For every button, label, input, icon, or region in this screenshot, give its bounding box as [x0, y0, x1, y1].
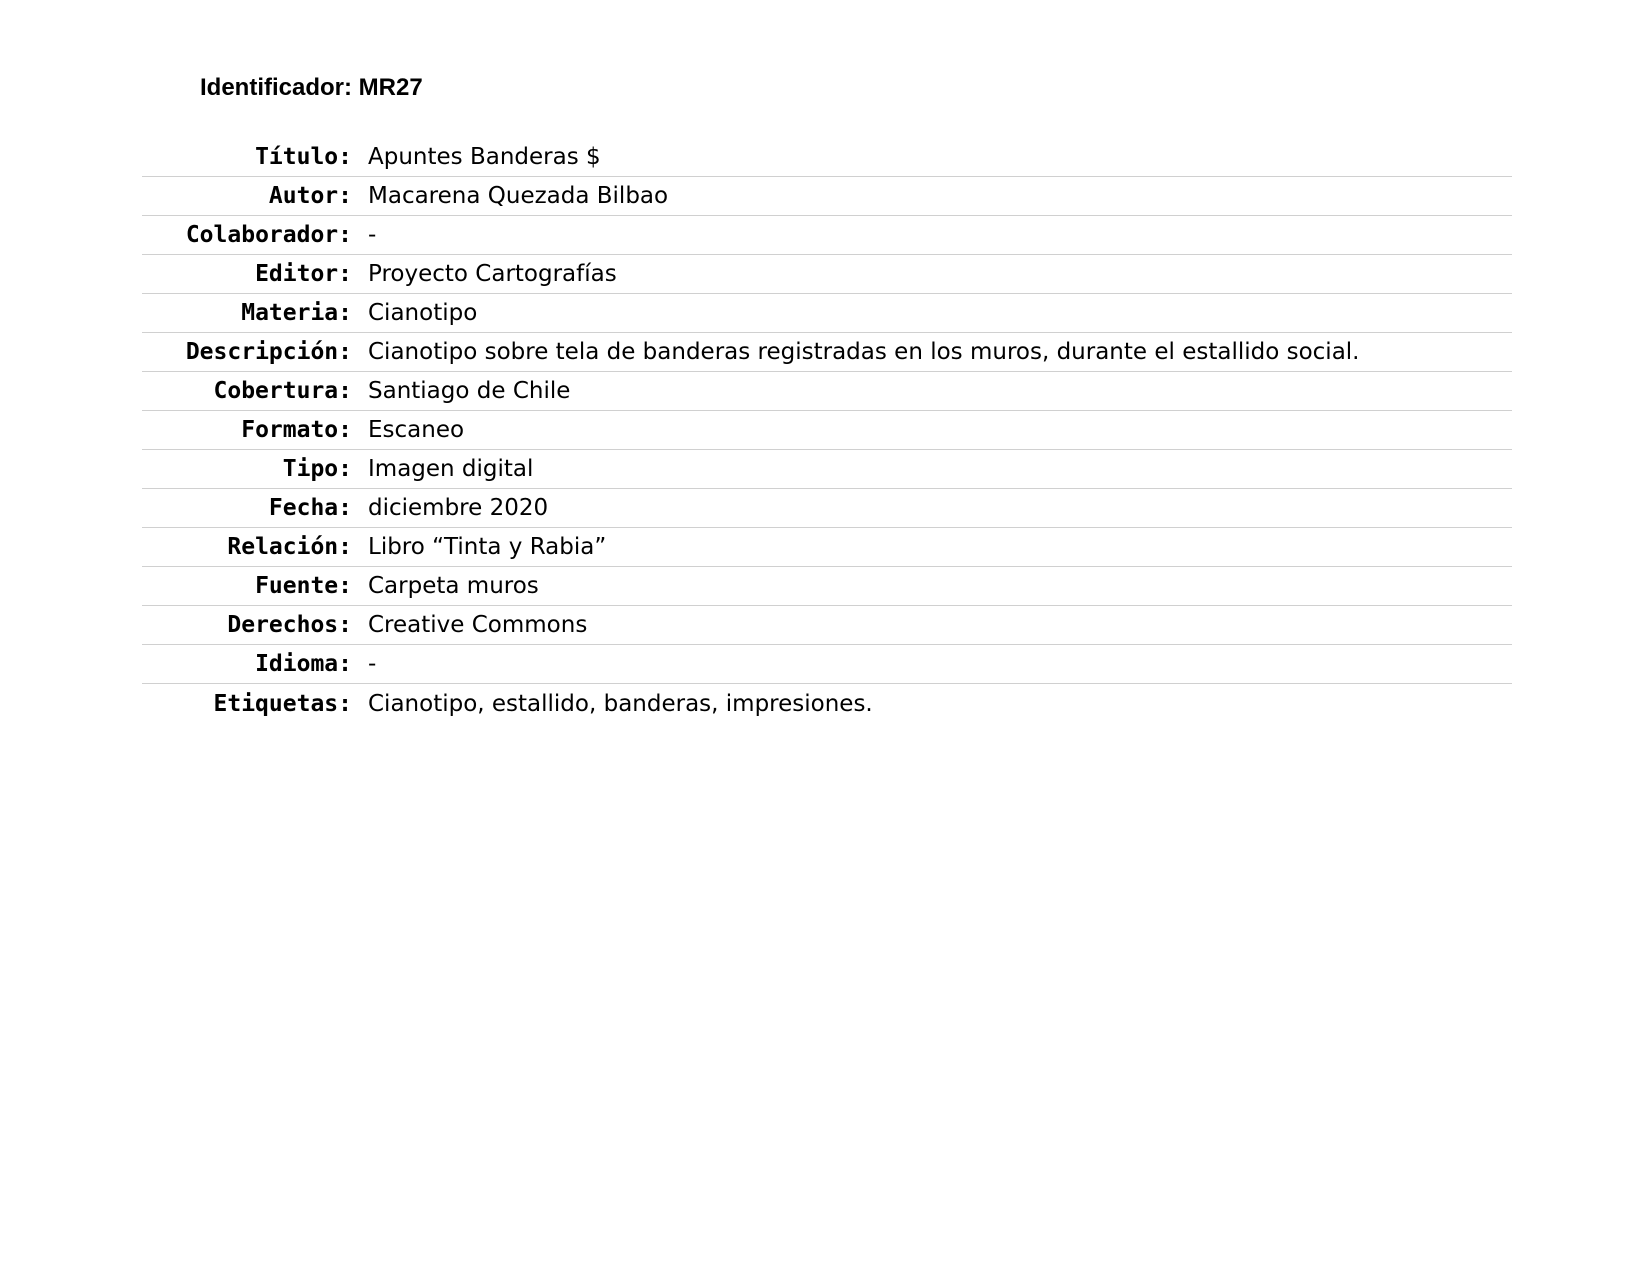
- idioma-value: -: [368, 651, 377, 677]
- relacion-label: Relación:: [227, 534, 352, 560]
- formato-label: Formato:: [241, 417, 352, 443]
- fuente-value: Carpeta muros: [368, 573, 539, 599]
- tipo-value: Imagen digital: [368, 456, 534, 482]
- row-formato: [142, 411, 1512, 450]
- row-editor: [142, 255, 1512, 294]
- row-relacion: [142, 528, 1512, 567]
- colaborador-value: -: [368, 222, 377, 248]
- row-etiquetas: [142, 684, 1512, 723]
- identifier-heading: Identificador: MR27: [200, 74, 423, 101]
- fuente-label: Fuente:: [255, 573, 352, 599]
- row-derechos: [142, 606, 1512, 645]
- editor-value: Proyecto Cartografías: [368, 261, 617, 287]
- derechos-value: Creative Commons: [368, 612, 588, 638]
- row-colaborador: [142, 216, 1512, 255]
- colaborador-label: Colaborador:: [185, 222, 352, 248]
- autor-value: Macarena Quezada Bilbao: [368, 183, 669, 209]
- titulo-label: Título:: [255, 144, 352, 170]
- fecha-value: diciembre 2020: [368, 495, 549, 521]
- row-autor: [142, 177, 1512, 216]
- cobertura-label: Cobertura:: [213, 378, 352, 404]
- idioma-label: Idioma:: [255, 651, 352, 677]
- derechos-label: Derechos:: [227, 612, 352, 638]
- row-titulo: [142, 138, 1512, 177]
- row-descripcion: [142, 333, 1512, 372]
- row-tipo: [142, 450, 1512, 489]
- row-fecha: [142, 489, 1512, 528]
- row-cobertura: [142, 372, 1512, 411]
- editor-label: Editor:: [255, 261, 352, 287]
- titulo-value: Apuntes Banderas $: [368, 144, 601, 170]
- autor-label: Autor:: [268, 183, 352, 209]
- relacion-value: Libro “Tinta y Rabia”: [368, 534, 607, 560]
- materia-label: Materia:: [241, 300, 352, 326]
- row-materia: [142, 294, 1512, 333]
- cobertura-value: Santiago de Chile: [368, 378, 571, 404]
- formato-value: Escaneo: [368, 417, 465, 443]
- descripcion-label: Descripción:: [185, 339, 352, 365]
- materia-value: Cianotipo: [368, 300, 478, 326]
- row-idioma: [142, 645, 1512, 684]
- row-fuente: [142, 567, 1512, 606]
- fecha-label: Fecha:: [268, 495, 352, 521]
- descripcion-value: Cianotipo sobre tela de banderas registradas en los muros, durante el estallido social.: [368, 339, 1360, 365]
- metadata-table: [142, 138, 1512, 723]
- tipo-label: Tipo:: [282, 456, 352, 482]
- etiquetas-label: Etiquetas:: [213, 690, 352, 717]
- etiquetas-value: Cianotipo, estallido, banderas, impresiones.: [368, 690, 873, 717]
